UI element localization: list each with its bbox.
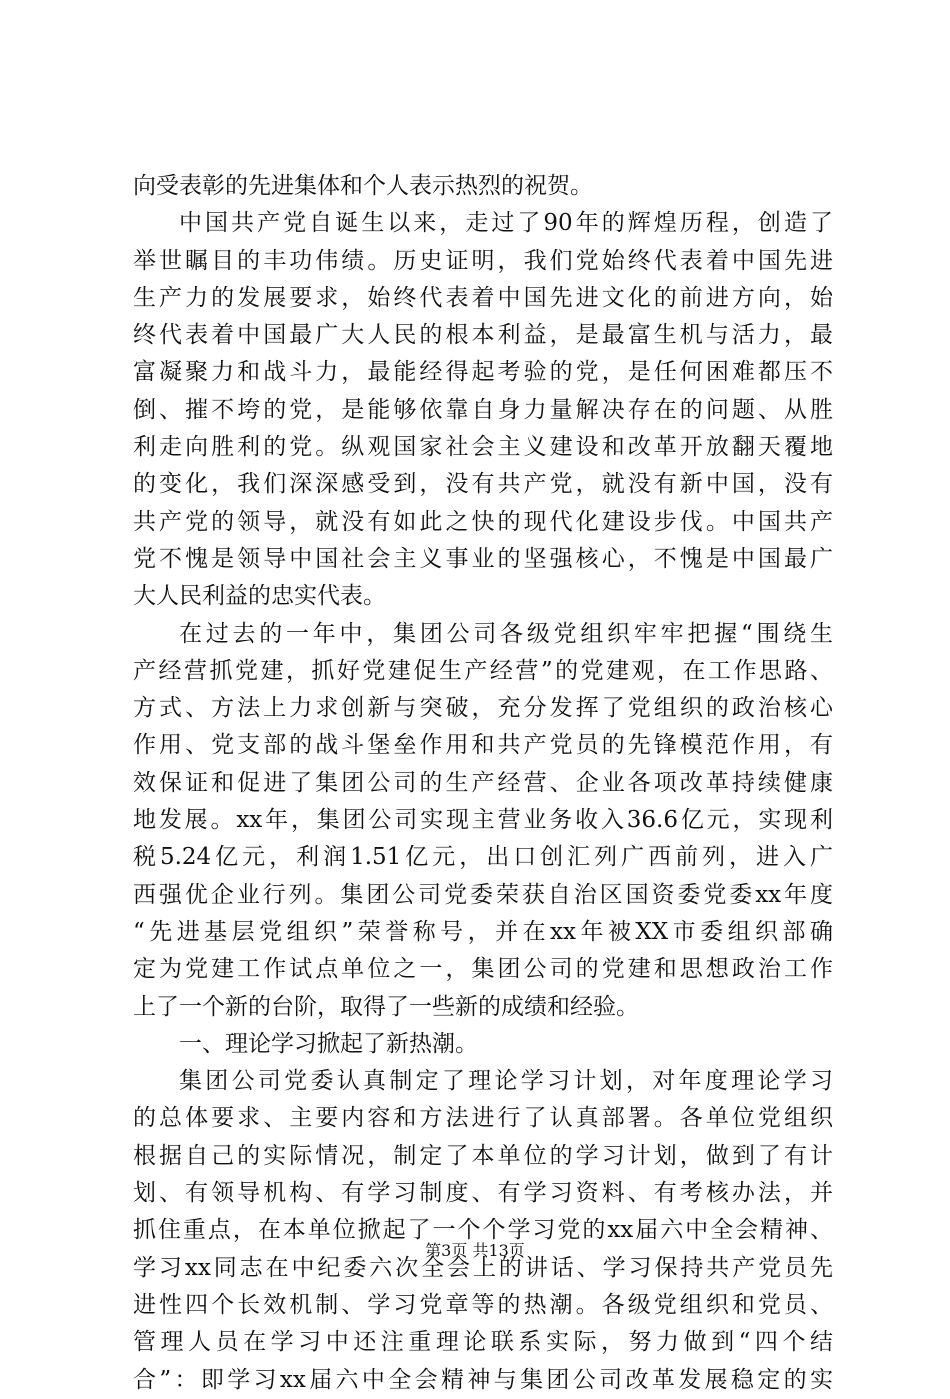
text-line: 管理人员在学习中还注重理论联系实际，努力做到“四个结 <box>133 1329 833 1356</box>
text-line: 党不愧是领导中国社会主义事业的坚强核心，不愧是中国最广 <box>133 545 833 572</box>
text-line: 利走向胜利的党。纵观国家社会主义建设和改革开放翻天覆地 <box>133 434 833 461</box>
text-line: 方式、方法上力求创新与突破，充分发挥了党组织的政治核心 <box>133 695 833 722</box>
text-line: 的变化，我们深深感受到，没有共产党，就没有新中国，没有 <box>133 471 833 498</box>
text-line: 根据自己的实际情况，制定了本单位的学习计划，做到了有计 <box>133 1142 833 1169</box>
text-line: 倒、摧不垮的党，是能够依靠自身力量解决存在的问题、从胜 <box>133 396 833 423</box>
text-line: 上了一个新的台阶，取得了一些新的成绩和经验。 <box>133 993 639 1020</box>
text-line: 地发展。xx年，集团公司实现主营业务收入36.6亿元，实现利 <box>133 807 833 834</box>
text-line: “先进基层党组织”荣誉称号，并在xx年被XX市委组织部确 <box>133 918 833 945</box>
text-line: 在过去的一年中，集团公司各级党组织牢牢把握“围绕生 <box>179 620 833 647</box>
text-line: 向受表彰的先进集体和个人表示热烈的祝贺。 <box>133 173 593 199</box>
text-line: 税5.24亿元，利润1.51亿元，出口创汇列广西前列，进入广 <box>133 844 833 871</box>
text-line: 共产党的领导，就没有如此之快的现代化建设步伐。中国共产 <box>133 508 833 535</box>
section-heading: 一、理论学习掀起了新热潮。 <box>179 1030 478 1057</box>
text-line: 效保证和促进了集团公司的生产经营、企业各项改革持续健康 <box>133 769 833 796</box>
text-line: 学习xx同志在中纪委六次全会上的讲话、学习保持共产党员先 <box>133 1254 833 1281</box>
text-line: 举世瞩目的丰功伟绩。历史证明，我们党始终代表着中国先进 <box>133 247 833 274</box>
text-line: 产经营抓党建，抓好党建促生产经营”的党建观，在工作思路、 <box>133 657 833 684</box>
text-line: 的总体要求、主要内容和方法进行了认真部署。各单位党组织 <box>133 1105 833 1132</box>
text-line: 生产力的发展要求，始终代表着中国先进文化的前进方向，始 <box>133 284 833 311</box>
text-line: 合”：即学习xx届六中全会精神与集团公司改革发展稳定的实 <box>133 1366 833 1393</box>
text-line: 进性四个长效机制、学习党章等的热潮。各级党组织和党员、 <box>133 1291 833 1318</box>
text-line: 划、有领导机构、有学习制度、有学习资料、有考核办法，并 <box>133 1180 833 1207</box>
text-line: 集团公司党委认真制定了理论学习计划，对年度理论学习 <box>179 1068 833 1095</box>
text-line: 定为党建工作试点单位之一，集团公司的党建和思想政治工作 <box>133 956 833 983</box>
text-line: 西强优企业行列。集团公司党委荣获自治区国资委党委xx年度 <box>133 881 833 908</box>
text-line: 终代表着中国最广大人民的根本利益，是最富生机与活力，最 <box>133 322 833 349</box>
body-text <box>133 168 833 1399</box>
text-line: 富凝聚力和战斗力，最能经得起考验的党，是任何困难都压不 <box>133 359 833 386</box>
text-line: 中国共产党自诞生以来，走过了90年的辉煌历程，创造了 <box>179 210 833 237</box>
page-footer: 第3页 共13页 <box>425 1241 525 1260</box>
text-line: 抓住重点，在本单位掀起了一个个学习党的xx届六中全会精神、 <box>133 1217 833 1244</box>
text-line: 作用、党支部的战斗堡垒作用和共产党员的先锋模范作用，有 <box>133 732 833 759</box>
text-line: 大人民利益的忠实代表。 <box>133 583 386 610</box>
